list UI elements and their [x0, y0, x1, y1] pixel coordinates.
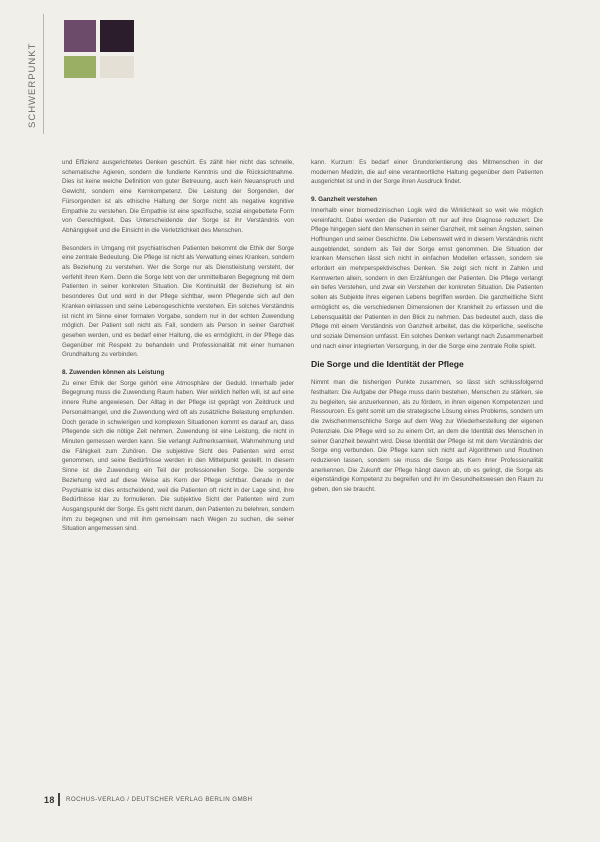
paragraph: Nimmt man die bisherigen Punkte zusammen, so lässt sich schlussfolgernd festhalten: Die Aufgabe der Pflege muss darin bestehen, Menschen zu stärken, sie zu begleiten, sie anzuerkennen, als zu fördern, in ihren eigenen Kompetenzen und Ressourcen. Es geht somit um die strategische Lösung eines Problems, sondern um die zwischenmenschliche Sorge auf dem Weg zur Wiederherstellung der eigenen Potenziale. Die Pflege wird so zu einem Ort, an dem die Identität des Menschen in seiner Ganzheit bewahrt wird. Diese Identität der Pflege ist mit dem Verständnis der Sorge eng verbunden. Die Pflege kann sich nicht auf Algorithmen und Routinen reduzieren lassen, sondern sie muss die Sorge als Kern ihrer Professionalität anerkennen. Die Zukunft der Pflege hängt davon ab, ob es gelingt, die Sorge als eigenständige Kompetenz zu begreifen und ihr im Gesundheitswesen den Raum zu geben, den sie braucht.	[311, 379, 543, 494]
publisher-line: ROCHUS-VERLAG / DEUTSCHER VERLAG BERLIN GMBH	[66, 796, 253, 803]
footer-bar	[58, 793, 60, 806]
paragraph: Besonders in Umgang mit psychiatrischen Patienten bekommt die Ethik der Sorge eine zentrale Bedeutung. Die Pflege ist nicht als Verwaltung eines Kranken, sondern als Beziehung zu verstehen. Wer die Sorge nur als Dienstleistung versteht, der verfehlt ihren Kern. Denn die Sorge lebt von der unmittelbaren Begegnung mit dem Patienten in seiner konkreten Situation. Die Kontinuität der Beziehung ist ein besonderes Gut und wird in der Pflege sichtbar, wenn Pflegende sich auf den Kranken einlassen und seine Lebensgeschichte verstehen. Ein solches Verständnis ist nicht im Sinne einer formalen Vorgabe, sondern nur in der echten Zuwendung möglich. Der Patient soll nicht als Fall, sondern als Person in seiner Ganzheit gesehen werden, und es bedarf einer Haltung, die es ermöglicht, in der Pflege das Gegenüber mit Respekt zu behandeln und Professionalität mit einer humanen Grundhaltung zu verbinden.	[62, 244, 294, 359]
page-footer	[44, 795, 304, 807]
section-heading: Die Sorge und die Identität der Pflege	[311, 359, 464, 370]
color-block-dark	[100, 20, 134, 52]
subheading: 9. Ganzheit verstehen	[311, 196, 378, 204]
color-block-light	[100, 56, 134, 78]
section-label: SCHWERPUNKT	[27, 42, 38, 128]
paragraph: Zu einer Ethik der Sorge gehört eine Atmosphäre der Geduld. Innerhalb jeder Begegnung muss die Zuwendung Raum haben. Wer wirklich helfen will, ist auf eine innere Ruhe angewiesen. Der Alltag in der Pflege ist geprägt von Zeitdruck und Personalmangel, und die Zuwendung wird oft als zusätzliche Belastung empfunden. Doch gerade in schwierigen und komplexen Situationen kommt es darauf an, dass Pflegende sich die nötige Zeit nehmen. Zuwendung ist eine Leistung, die nicht in Minuten gemessen werden kann. Sie verlangt Aufmerksamkeit, Wahrnehmung und die Fähigkeit zum Zuhören. Die subjektive Sicht des Patienten wird ernst genommen, und seine Bedürfnisse werden in den Mittelpunkt gestellt. In diesem Sinne ist die Zuwendung ein Teil der professionellen Sorge. Die sorgende Beziehung wird auf diese Weise als Kern der Pflege sichtbar. Gerade in der Psychiatrie ist dies entscheidend, weil die Patienten oft nicht in der Lage sind, ihre Bedürfnisse klar zu formulieren. Die subjektive Sicht der Patienten wird zum Ausgangspunkt der Sorge. Es geht nicht darum, den Patienten zu belehren, sondern ihm zu begegnen und mit ihm gemeinsam nach Wegen zu suchen, die seiner Situation angemessen sind.	[62, 379, 294, 533]
color-block-green	[64, 56, 96, 78]
color-blocks-logo	[64, 20, 134, 78]
left-column	[62, 158, 294, 542]
right-column	[311, 158, 543, 503]
paragraph: und Effizienz ausgerichtetes Denken geschürt. Es zählt hier nicht das schnelle, schematische Agieren, sondern die fundierte Kenntnis und die Rücksichtnahme. Dies ist keine weiche Definition von guter Betreuung, auch kein Neuanspruch und Gewicht, sondern eine Kernkompetenz. Die Leistung der Sorgenden, der Fürsorgenden ist als ethische Haltung der Sorge nicht als negative kognitive Empathie zu verstehen. Die Empathie ist eine spezifische, sozial eingebettete Form von Gerechtigkeit. Das Unterscheidende der Sorge ist ihr Verständnis von Abhängigkeit und die Einsicht in die Verletzlichkeit des Menschen.	[62, 159, 294, 234]
page-number: 18	[44, 795, 55, 805]
paragraph: Innerhalb einer biomedizinischen Logik wird die Wirklichkeit so weit wie möglich vereinfacht. Dabei werden die Patienten oft nur auf ihre Diagnose reduziert. Die Pflege hingegen sieht den Menschen in seiner Ganzheit, mit seinen Ängsten, seinen Hoffnungen und seiner Geschichte. Die Lebenswelt wird in diesem Verständnis nicht ausgeblendet, sondern als Teil der Sorge ernst genommen. Die Situation der kranken Menschen lässt sich nicht in einfachen Modellen erfassen, sondern sie erfordert ein mehrperspektivisches Denken. Sie zeigt sich nicht in Zahlen und Kennwerten allein, sondern in den Erzählungen der Patienten. Die Pflege verlangt ein tiefes Verstehen, und zwar ein Verstehen der konkreten Situation. Die Patienten sollen als Subjekte ihres eigenen Lebens begriffen werden. Die ganzheitliche Sicht ermöglicht es, die verschiedenen Dimensionen der Krankheit zu erfassen und die Lebensqualität der Patienten in den Blick zu nehmen. Das bedeutet auch, dass die Pflege mit einem Verständnis von Ganzheit arbeitet, das die körperliche, seelische und soziale Dimension umfasst. Ein solches Denken verlangt nach Zusammenarbeit und nach einer integrierten Versorgung, in der die Sorge eine zentrale Rolle spielt.	[311, 206, 543, 350]
vertical-divider	[43, 14, 44, 134]
color-block-plum	[64, 20, 96, 52]
paragraph: kann. Kurzum: Es bedarf einer Grundorientierung des Mitmenschen in der modernen Medizin, die auf eine verantwortliche Haltung gegenüber dem Patienten ausgerichtet ist und in der Sorge ihren Ausdruck findet.	[311, 159, 543, 186]
subheading: 8. Zuwenden können als Leistung	[62, 369, 165, 377]
